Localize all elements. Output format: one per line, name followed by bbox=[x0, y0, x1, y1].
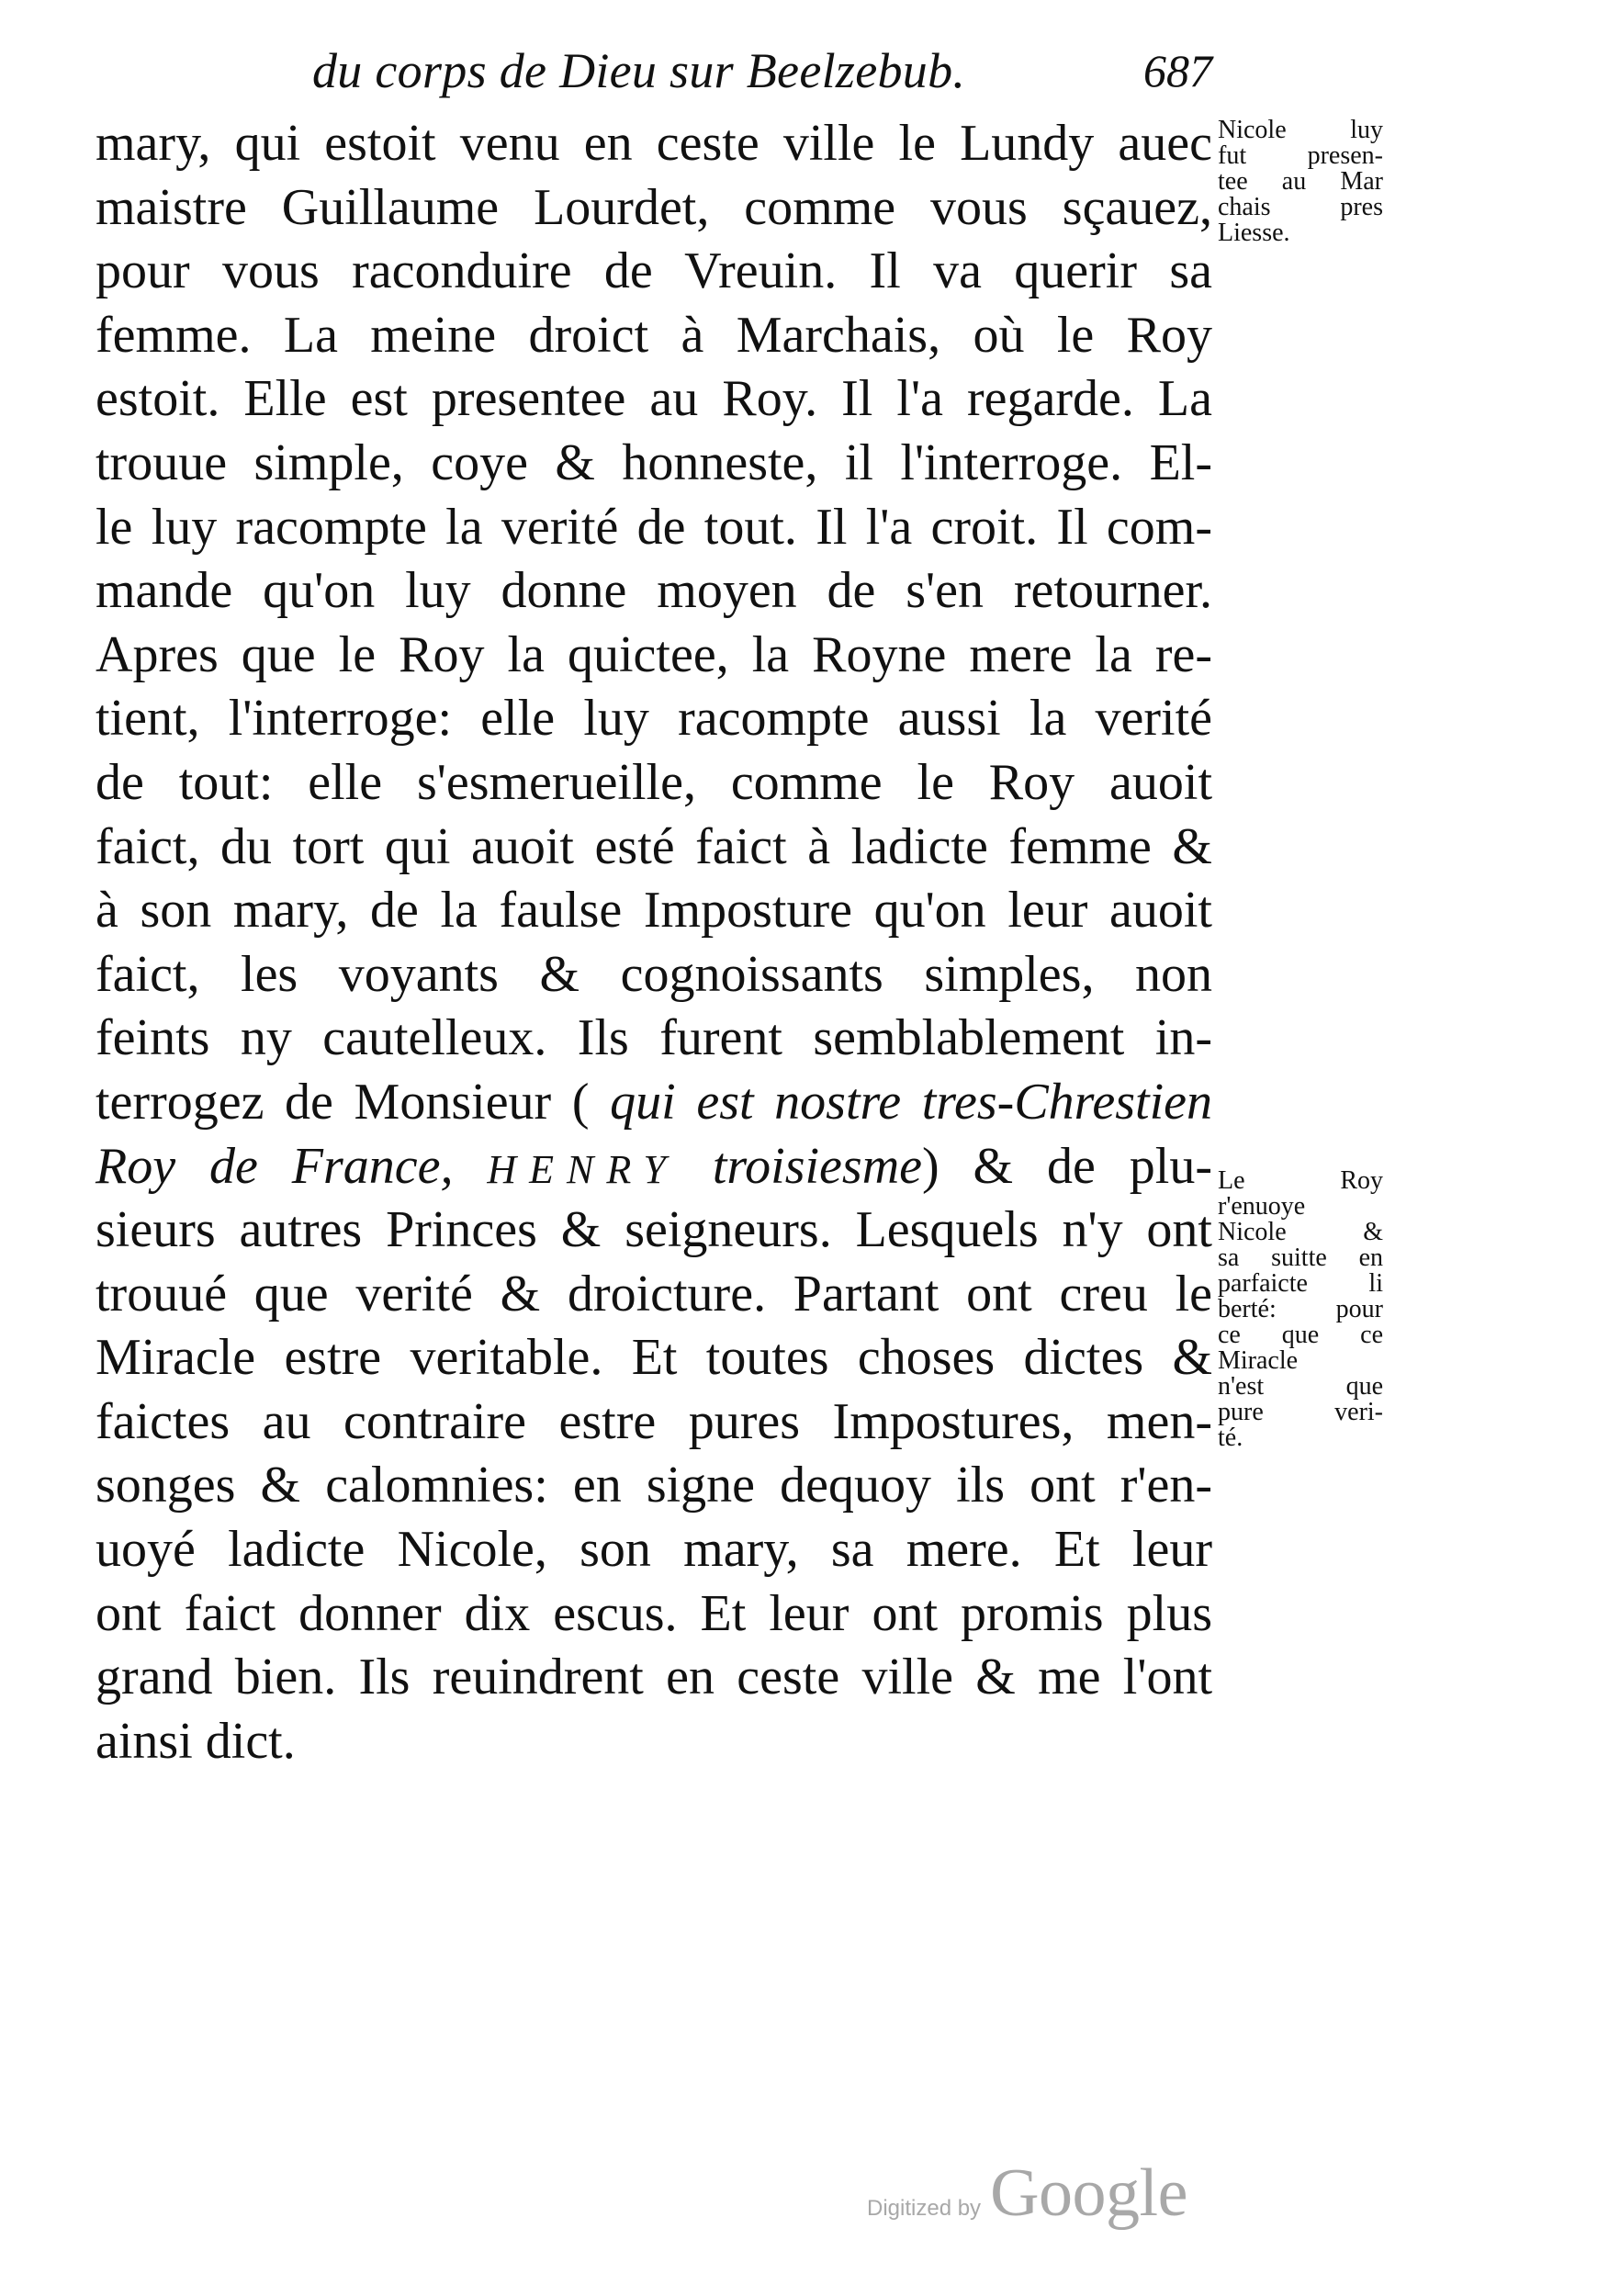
text-line: maistre Guillaume Lourdet, comme vous sçauez, bbox=[96, 178, 1212, 236]
text-line: à son mary, de la faulse Imposture qu'on leur auoit bbox=[96, 882, 1212, 940]
main-text-block bbox=[96, 112, 1212, 1773]
text-line-mixed bbox=[96, 1135, 1212, 1199]
text-line: tient, l'interroge: elle luy racompte aussi la verité bbox=[96, 690, 1212, 748]
text-line: faict, les voyants & cognoissants simples, non bbox=[96, 945, 1212, 1003]
watermark-prefix: Digitized by bbox=[867, 2196, 982, 2221]
margin-note-line: Nicole luy bbox=[1218, 116, 1383, 144]
text-line: pour vous raconduire de Vreuin. Il va querir sa bbox=[96, 242, 1212, 300]
text-line: estoit. Elle est presentee au Roy. Il l'a regarde. La bbox=[96, 370, 1212, 428]
page-header bbox=[312, 42, 1212, 107]
text-line: mande qu'on luy donne moyen de s'en retourner. bbox=[96, 562, 1212, 620]
margin-note-line: fut presen- bbox=[1218, 141, 1383, 170]
margin-note-line: r'enuoye bbox=[1218, 1192, 1306, 1221]
text-line: femme. La meine droict à Marchais, où le Roy bbox=[96, 306, 1212, 364]
text-line: de tout: elle s'esmerueille, comme le Roy auoit bbox=[96, 753, 1212, 811]
italic-segment: troisiesme bbox=[712, 1137, 922, 1195]
text-segment: terrogez de Monsieur ( bbox=[96, 1073, 590, 1131]
margin-note-line: Miracle bbox=[1218, 1346, 1299, 1375]
margin-note-line: n'est que bbox=[1218, 1372, 1383, 1401]
text-line-mixed bbox=[96, 1071, 1212, 1135]
margin-note-line: ce que ce bbox=[1218, 1321, 1383, 1349]
margin-note-line: Nicole & bbox=[1218, 1218, 1383, 1246]
margin-note-line: Le Roy bbox=[1218, 1166, 1383, 1195]
digitized-by-google-watermark bbox=[867, 2155, 1187, 2233]
text-line: faictes au contraire estre pures Impostures, men- bbox=[96, 1392, 1212, 1450]
margin-note-line: parfaicte li bbox=[1218, 1269, 1383, 1298]
text-line: ont faict donner dix escus. Et leur ont promis plus bbox=[96, 1584, 1212, 1642]
text-line: Apres que le Roy la quictee, la Royne mere la re- bbox=[96, 625, 1212, 683]
text-line: grand bien. Ils reuindrent en ceste ville & me l'ont bbox=[96, 1649, 1212, 1706]
margin-note-king-returns-nicole bbox=[1218, 1168, 1383, 1451]
small-caps-name: HENRY bbox=[487, 1146, 679, 1192]
margin-note-line: Liesse. bbox=[1218, 219, 1290, 247]
text-line: sieurs autres Princes & seigneurs. Lesquels n'y ont bbox=[96, 1201, 1212, 1259]
running-title: du corps de Dieu sur Beelzebub. bbox=[312, 43, 966, 98]
text-line: feints ny cautelleux. Ils furent semblablement in- bbox=[96, 1009, 1212, 1067]
text-line: Miracle estre veritable. Et toutes choses dictes & bbox=[96, 1329, 1212, 1387]
text-line-final: ainsi dict. bbox=[96, 1712, 296, 1770]
page-number: 687 bbox=[1143, 45, 1212, 96]
margin-note-line: sa suitte en bbox=[1218, 1244, 1383, 1272]
text-segment: ) & de plu- bbox=[922, 1137, 1213, 1195]
text-line: faict, du tort qui auoit esté faict à ladicte femme & bbox=[96, 817, 1212, 875]
italic-segment: Roy de France, bbox=[96, 1137, 454, 1195]
margin-note-line: pure veri- bbox=[1218, 1398, 1383, 1426]
margin-note-line: tee au Mar bbox=[1218, 167, 1383, 196]
text-line: trouué que verité & droicture. Partant ont creu le bbox=[96, 1265, 1212, 1322]
margin-note-line: té. bbox=[1218, 1424, 1243, 1452]
margin-note-line: chais pres bbox=[1218, 193, 1383, 221]
text-line: le luy racompte la verité de tout. Il l'a croit. Il com- bbox=[96, 498, 1212, 556]
margin-note-nicole-presented bbox=[1218, 118, 1383, 246]
margin-note-line: berté: pour bbox=[1218, 1295, 1383, 1323]
text-line: mary, qui estoit venu en ceste ville le Lundy auec bbox=[96, 115, 1212, 172]
text-line: songes & calomnies: en signe dequoy ils ont r'en- bbox=[96, 1457, 1212, 1514]
google-logo: Google bbox=[990, 2155, 1187, 2231]
italic-segment: qui est nostre tres-Chrestien bbox=[610, 1073, 1213, 1131]
text-line: trouue simple, coye & honneste, il l'interroge. El- bbox=[96, 433, 1212, 491]
text-line: uoyé ladicte Nicole, son mary, sa mere. Et leur bbox=[96, 1521, 1212, 1579]
